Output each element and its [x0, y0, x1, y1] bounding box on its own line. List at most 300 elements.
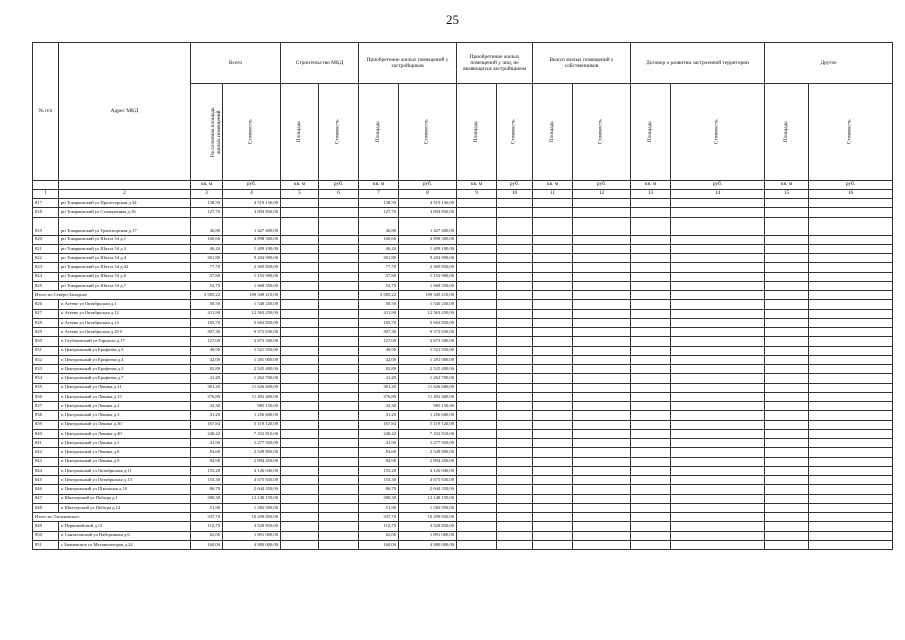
table-row: [33, 365, 893, 374]
area-cell: 77,70: [359, 263, 399, 272]
cost-cell: 1 891 000,00: [399, 531, 457, 540]
subheader-cost: Стоимость: [573, 84, 631, 181]
area-cell: [281, 346, 319, 355]
area-cell: [631, 476, 671, 485]
column-index: 10: [497, 190, 533, 199]
address-cell: п Центральный ул Ерофеева д.4: [59, 355, 191, 364]
total-area-cell: 127,70: [191, 208, 223, 217]
subheader-area: Площадь: [631, 84, 671, 181]
group-developer-purchase: Приобретение жилых помещений у застройщиков: [359, 43, 457, 84]
row-number: 827: [33, 309, 59, 318]
cost-cell: [573, 281, 631, 290]
cost-cell: 3 873 500,00: [399, 337, 457, 346]
area-cell: [765, 457, 809, 466]
cost-cell: [671, 254, 765, 263]
row-number: 831: [33, 346, 59, 355]
area-cell: [457, 476, 497, 485]
cost-cell: [809, 365, 893, 374]
table-row: [33, 199, 893, 208]
area-cell: [281, 318, 319, 327]
area-cell: [631, 513, 671, 522]
area-cell: 41,90: [359, 439, 399, 448]
total-area-cell: 337,70: [191, 513, 223, 522]
row-number: 836: [33, 392, 59, 401]
cost-cell: [809, 531, 893, 540]
cost-cell: 1 540 250,00: [399, 300, 457, 309]
cost-cell: [497, 522, 533, 531]
area-cell: [631, 540, 671, 549]
table-row: [33, 235, 893, 244]
area-cell: [631, 355, 671, 364]
cost-cell: [573, 429, 631, 438]
cost-cell: [809, 217, 893, 235]
cost-cell: [671, 281, 765, 290]
cost-cell: [497, 485, 533, 494]
area-cell: 153,30: [359, 476, 399, 485]
cost-cell: [319, 392, 359, 401]
area-cell: [765, 208, 809, 217]
cost-cell: [809, 503, 893, 512]
total-cost-cell: 12 563 250,00: [223, 309, 281, 318]
area-cell: [631, 429, 671, 438]
area-cell: 62,00: [359, 531, 399, 540]
area-cell: [281, 420, 319, 429]
area-cell: [457, 272, 497, 281]
cost-cell: [319, 291, 359, 300]
total-area-cell: 160,00: [191, 540, 223, 549]
cost-cell: [497, 365, 533, 374]
table-row: [33, 318, 893, 327]
total-cost-cell: 9 372 650,00: [223, 328, 281, 337]
row-number: 823: [33, 263, 59, 272]
area-cell: [457, 281, 497, 290]
area-cell: 50,50: [359, 300, 399, 309]
table-row: [33, 346, 893, 355]
area-cell: 127,70: [359, 208, 399, 217]
address-cell: п Центральный ул Ерофеева д.3: [59, 346, 191, 355]
column-index: 15: [765, 190, 809, 199]
area-cell: 49,90: [359, 346, 399, 355]
cost-cell: [497, 291, 533, 300]
area-cell: [457, 217, 497, 235]
area-cell: [533, 402, 573, 411]
area-cell: 160,60: [359, 235, 399, 244]
area-cell: 86,70: [359, 485, 399, 494]
cost-cell: 1 668 350,00: [399, 281, 457, 290]
area-cell: [281, 448, 319, 457]
area-cell: [631, 448, 671, 457]
cost-cell: 1 256 600,00: [399, 411, 457, 420]
area-cell: [281, 466, 319, 475]
cost-cell: [573, 457, 631, 466]
group-buyout: Выкуп жилых помещений у собственников: [533, 43, 631, 84]
total-area-cell: 307,30: [191, 328, 223, 337]
total-cost-cell: 1 262 700,00: [223, 374, 281, 383]
row-number: 851: [33, 540, 59, 549]
area-cell: [765, 485, 809, 494]
total-area-cell: 62,00: [191, 531, 223, 540]
area-cell: [631, 318, 671, 327]
cost-cell: [497, 476, 533, 485]
cost-cell: 9 204 900,00: [399, 254, 457, 263]
table-row: [33, 383, 893, 392]
area-cell: [765, 300, 809, 309]
area-cell: [631, 439, 671, 448]
row-number: 850: [33, 531, 59, 540]
cost-cell: [573, 411, 631, 420]
row-number: 845: [33, 476, 59, 485]
subheader-cost: Стоимость: [671, 84, 765, 181]
cost-cell: [497, 494, 533, 503]
address-cell: с Знаменское ул Механизаторов д.24: [59, 540, 191, 549]
cost-cell: [573, 402, 631, 411]
area-cell: [457, 383, 497, 392]
row-number: 821: [33, 244, 59, 253]
area-cell: [533, 318, 573, 327]
cost-cell: [671, 448, 765, 457]
column-index: 13: [631, 190, 671, 199]
total-cost-cell: 4 898 300,00: [223, 235, 281, 244]
address-cell: п Агеево ул Октябрьская д.1: [59, 300, 191, 309]
total-cost-cell: 1 540 250,00: [223, 300, 281, 309]
cost-cell: 4 519 136,00: [399, 199, 457, 208]
area-cell: [281, 281, 319, 290]
cost-cell: [671, 513, 765, 522]
unit-label: кв. м: [533, 181, 573, 190]
area-cell: [533, 263, 573, 272]
area-cell: [281, 392, 319, 401]
cost-cell: [573, 513, 631, 522]
total-area-cell: 160,60: [191, 235, 223, 244]
group-total: Всего: [191, 43, 281, 84]
area-cell: [457, 420, 497, 429]
area-cell: [765, 466, 809, 475]
area-cell: [631, 420, 671, 429]
cost-cell: [809, 328, 893, 337]
row-number: 840: [33, 429, 59, 438]
cost-cell: [809, 466, 893, 475]
cost-cell: [809, 476, 893, 485]
cost-cell: [809, 402, 893, 411]
cost-cell: [319, 540, 359, 549]
cost-cell: [671, 346, 765, 355]
cost-cell: [573, 355, 631, 364]
address-cell: п Центральный ул Ленина д.2: [59, 402, 191, 411]
subheader-area: Площадь: [457, 84, 497, 181]
area-cell: [457, 485, 497, 494]
cost-cell: [809, 263, 893, 272]
total-area-cell: 51,90: [191, 503, 223, 512]
cost-cell: [319, 309, 359, 318]
cost-cell: [671, 217, 765, 235]
cost-cell: [573, 439, 631, 448]
area-cell: 83,60: [359, 448, 399, 457]
area-cell: 82,80: [359, 365, 399, 374]
unit-label: руб.: [573, 181, 631, 190]
area-cell: [765, 494, 809, 503]
area-cell: 307,30: [359, 328, 399, 337]
total-cost-cell: 109 349 210,00: [223, 291, 281, 300]
cost-cell: [809, 235, 893, 244]
address-cell: п Центральный ул Ленина д.8: [59, 448, 191, 457]
area-cell: [281, 540, 319, 549]
cost-cell: [809, 318, 893, 327]
cost-cell: [319, 328, 359, 337]
cost-cell: [319, 476, 359, 485]
total-area-cell: 46,80: [191, 217, 223, 235]
cost-cell: [573, 291, 631, 300]
area-cell: [281, 494, 319, 503]
page-number: 25: [446, 12, 459, 27]
cost-cell: [319, 402, 359, 411]
cost-cell: 10 299 850,00: [399, 513, 457, 522]
total-cost-cell: 11 492 400,00: [223, 392, 281, 401]
area-cell: [533, 383, 573, 392]
table-row: [33, 466, 893, 475]
cost-cell: [671, 420, 765, 429]
row-number: 832: [33, 355, 59, 364]
cost-cell: [319, 235, 359, 244]
area-cell: [765, 217, 809, 235]
row-number: 839: [33, 420, 59, 429]
row-number: 837: [33, 402, 59, 411]
cost-cell: [809, 254, 893, 263]
cost-cell: 4 126 040,00: [399, 466, 457, 475]
area-cell: [765, 365, 809, 374]
cost-cell: [319, 263, 359, 272]
address-cell: п Центральный ул Ленина д.3: [59, 411, 191, 420]
area-cell: [281, 439, 319, 448]
area-cell: [533, 309, 573, 318]
area-cell: [457, 235, 497, 244]
address-cell: п Центральный ул Школьная д.10: [59, 485, 191, 494]
total-area-cell: 49,90: [191, 346, 223, 355]
cost-cell: 2 549 800,00: [399, 448, 457, 457]
area-cell: [631, 457, 671, 466]
column-index: 7: [359, 190, 399, 199]
cost-cell: [497, 466, 533, 475]
cost-cell: 3 894 850,00: [399, 208, 457, 217]
cost-cell: [573, 208, 631, 217]
cost-cell: 11 626 600,00: [399, 383, 457, 392]
cost-cell: [497, 281, 533, 290]
cost-cell: [497, 503, 533, 512]
cost-cell: 4 675 650,00: [399, 476, 457, 485]
address-cell: п Санталовский ул Набережная д.6: [59, 531, 191, 540]
area-cell: [457, 374, 497, 383]
cost-cell: [573, 485, 631, 494]
area-cell: [533, 374, 573, 383]
cost-cell: [573, 199, 631, 208]
address-cell: п Первомайский д.12: [59, 522, 191, 531]
cost-cell: 1 262 700,00: [399, 374, 457, 383]
address-cell: п Шахтерский ул Победы д.1: [59, 494, 191, 503]
total-area-cell: 167,84: [191, 420, 223, 429]
table-row: [33, 328, 893, 337]
table-row: [33, 420, 893, 429]
cost-cell: [319, 374, 359, 383]
cost-cell: [671, 291, 765, 300]
area-cell: [533, 531, 573, 540]
cost-cell: [497, 300, 533, 309]
area-cell: [765, 254, 809, 263]
unit-label: кв. м: [281, 181, 319, 190]
cost-cell: [809, 291, 893, 300]
area-cell: 337,70: [359, 513, 399, 522]
area-cell: [765, 531, 809, 540]
area-cell: [631, 346, 671, 355]
cost-cell: [573, 254, 631, 263]
area-cell: 54,70: [359, 281, 399, 290]
subheader-cost: Стоимость: [399, 84, 457, 181]
cost-cell: [319, 439, 359, 448]
row-number: 835: [33, 383, 59, 392]
group-other: Другое: [765, 43, 893, 84]
cost-cell: 109 349 210,00: [399, 291, 457, 300]
area-cell: [533, 337, 573, 346]
area-cell: [281, 485, 319, 494]
cost-cell: [671, 199, 765, 208]
subheader-area: Площадь: [359, 84, 399, 181]
cost-cell: [319, 318, 359, 327]
area-cell: [533, 235, 573, 244]
area-cell: 376,80: [359, 392, 399, 401]
cost-cell: [573, 466, 631, 475]
cost-cell: [573, 337, 631, 346]
table-row: [33, 217, 893, 235]
table-row: [33, 522, 893, 531]
cost-cell: [319, 522, 359, 531]
area-cell: 381,20: [359, 383, 399, 392]
area-cell: [533, 355, 573, 364]
cost-cell: [573, 309, 631, 318]
cost-cell: [573, 217, 631, 235]
cost-cell: [809, 439, 893, 448]
cost-cell: [809, 383, 893, 392]
row-number: 833: [33, 365, 59, 374]
address-cell: рп Товарковский ул Шахта 54 д.3: [59, 244, 191, 253]
area-cell: 46,80: [359, 217, 399, 235]
cost-cell: 2 644 350,00: [399, 485, 457, 494]
total-area-cell: 301,80: [191, 254, 223, 263]
area-cell: [457, 199, 497, 208]
cost-cell: [573, 365, 631, 374]
area-cell: 46,20: [359, 244, 399, 253]
cost-cell: [671, 235, 765, 244]
area-cell: 127,00: [359, 337, 399, 346]
cost-cell: [497, 540, 533, 549]
area-cell: [281, 300, 319, 309]
address-cell: рп Товарковский ул Шахта 54 д.6: [59, 272, 191, 281]
total-cost-cell: 10 299 850,00: [223, 513, 281, 522]
area-cell: [281, 365, 319, 374]
total-area-cell: 381,20: [191, 383, 223, 392]
cost-cell: [573, 346, 631, 355]
address-cell: п Агеево ул Октябрьская д.12: [59, 309, 191, 318]
row-number: 843: [33, 457, 59, 466]
cost-cell: [497, 531, 533, 540]
total-cost-cell: 9 204 900,00: [223, 254, 281, 263]
cost-cell: [671, 208, 765, 217]
total-cost-cell: 3 894 850,00: [223, 208, 281, 217]
address-cell: рп Товарковский ул Транспортная д.17: [59, 217, 191, 235]
total-cost-cell: 12 148 150,00: [223, 494, 281, 503]
subheader-cost: Стоимость: [223, 84, 281, 181]
area-cell: [281, 355, 319, 364]
table-row: [33, 485, 893, 494]
cost-cell: [319, 337, 359, 346]
table-row: [33, 244, 893, 253]
area-cell: [765, 281, 809, 290]
cost-cell: [671, 309, 765, 318]
area-cell: [281, 263, 319, 272]
cost-cell: [497, 383, 533, 392]
area-cell: [631, 503, 671, 512]
unit-label: кв. м: [359, 181, 399, 190]
cost-cell: [319, 208, 359, 217]
subheader-cost: Стоимость: [809, 84, 893, 181]
area-cell: [765, 346, 809, 355]
area-cell: 138,50: [359, 199, 399, 208]
area-cell: [281, 411, 319, 420]
total-area-cell: 32,30: [191, 402, 223, 411]
table-row: [33, 476, 893, 485]
cost-cell: [671, 244, 765, 253]
row-number: 834: [33, 374, 59, 383]
total-cost-cell: 1 409 100,00: [223, 244, 281, 253]
cost-cell: [319, 411, 359, 420]
cost-cell: [319, 457, 359, 466]
total-cost-cell: 5 663 850,00: [223, 318, 281, 327]
area-cell: [281, 272, 319, 281]
area-cell: [533, 281, 573, 290]
cost-cell: [671, 318, 765, 327]
address-cell: рп Товарковский ул Шахта 54 д.4: [59, 254, 191, 263]
area-cell: [281, 217, 319, 235]
cost-cell: [671, 457, 765, 466]
area-cell: [533, 411, 573, 420]
resettlement-table: [32, 42, 893, 550]
area-cell: [765, 309, 809, 318]
subheader-area: Площадь: [281, 84, 319, 181]
total-area-cell: 41,20: [191, 411, 223, 420]
cost-cell: 9 372 650,00: [399, 328, 457, 337]
unit-label: кв. м: [457, 181, 497, 190]
cost-cell: [319, 199, 359, 208]
area-cell: [457, 439, 497, 448]
unit-label: руб.: [809, 181, 893, 190]
cost-cell: [671, 485, 765, 494]
area-cell: [533, 485, 573, 494]
cost-cell: [809, 448, 893, 457]
address-cell: п Центральный ул Ленина д.11: [59, 383, 191, 392]
total-area-cell: 82,80: [191, 365, 223, 374]
address-cell: рп Товарковский ул Пролетарская д.34: [59, 199, 191, 208]
area-cell: [765, 318, 809, 327]
cost-cell: [573, 531, 631, 540]
address-cell: рп Товарковский ул Шахта 54 д.7: [59, 281, 191, 290]
area-cell: [457, 392, 497, 401]
total-cost-cell: 1 277 950,00: [223, 439, 281, 448]
total-area-cell: 50,50: [191, 300, 223, 309]
cost-cell: [809, 540, 893, 549]
total-cost-cell: 1 891 000,00: [223, 531, 281, 540]
address-cell: п Центральный ул Ленина д.40: [59, 429, 191, 438]
cost-cell: [671, 540, 765, 549]
cost-cell: [573, 448, 631, 457]
unit-label: кв. м: [191, 181, 223, 190]
column-index: 1: [33, 190, 59, 199]
